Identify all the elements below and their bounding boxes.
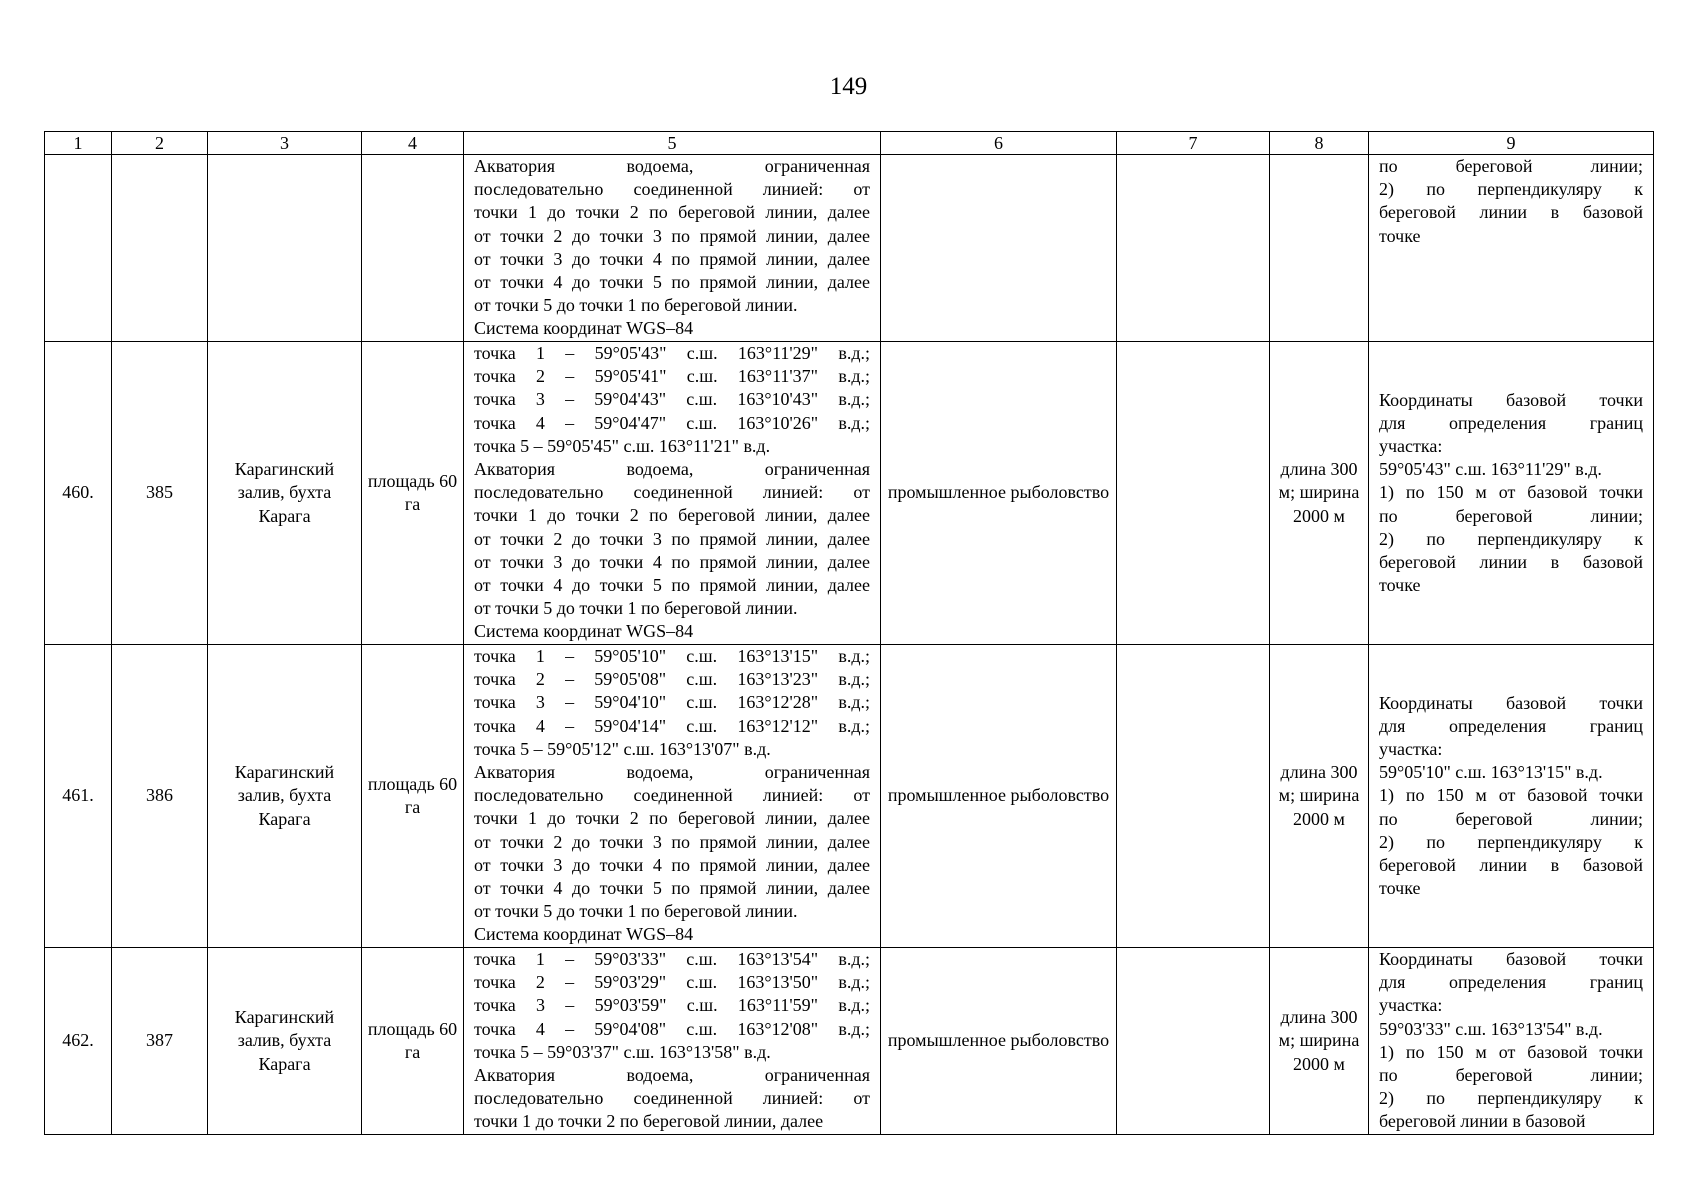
base-point-line: 2) по перпендикуляру к (1379, 1088, 1643, 1109)
boundary-line: точка 3 – 59°04'43" с.ш. 163°10'43" в.д.; (474, 389, 870, 410)
boundary-line: Акватория водоема, ограниченная (474, 459, 870, 480)
base-point-line: точке (1379, 878, 1421, 899)
header-cell: 8 (1270, 132, 1369, 155)
base-point-line: 59°03'33" с.ш. 163°13'54" в.д. (1379, 1018, 1603, 1039)
header-cell: 1 (45, 132, 112, 155)
area-cell: площадь 60 га (362, 342, 464, 645)
boundary-line: точка 1 – 59°05'43" с.ш. 163°11'29" в.д.; (474, 343, 870, 363)
site-number-cell (112, 155, 208, 342)
boundary-line: точка 1 – 59°05'10" с.ш. 163°13'15" в.д.; (474, 646, 870, 666)
boundary-line: точка 4 – 59°04'47" с.ш. 163°10'26" в.д.; (474, 412, 870, 433)
base-point-line: 1) по 150 м от базовой точки (1379, 1041, 1643, 1062)
boundary-line: последовательно соединенной линией: от (474, 1088, 870, 1109)
row-number-cell: 461. (45, 645, 112, 948)
boundary-line: точка 2 – 59°03'29" с.ш. 163°13'50" в.д.; (474, 972, 870, 993)
base-point-line: береговой линии в базовой (1379, 202, 1643, 223)
base-point-line: для определения границ (1379, 715, 1643, 736)
boundary-line: от точки 2 до точки 3 по прямой линии, далее (474, 831, 870, 852)
empty-cell (1117, 948, 1270, 1135)
boundary-line: от точки 5 до точки 1 по береговой линии. (474, 295, 798, 316)
site-number-cell: 385 (112, 342, 208, 645)
table-row (45, 645, 1654, 948)
base-point-line: береговой линии в базовой (1379, 855, 1643, 875)
purpose-cell: промышленное рыболовство (881, 948, 1117, 1135)
base-point-line: 59°05'10" с.ш. 163°13'15" в.д. (1379, 762, 1603, 783)
row-number-cell (45, 155, 112, 342)
boundary-line: от точки 3 до точки 4 по прямой линии, далее (474, 248, 870, 269)
boundary-line: последовательно соединенной линией: от (474, 785, 870, 806)
header-cell: 5 (464, 132, 881, 155)
base-point-line: Координаты базовой точки (1379, 692, 1643, 713)
boundary-line: точка 3 – 59°03'59" с.ш. 163°11'59" в.д.; (474, 995, 870, 1016)
dimensions-cell: длина 300 м; ширина 2000 м (1270, 948, 1369, 1135)
boundary-line: точка 4 – 59°04'08" с.ш. 163°12'08" в.д.; (474, 1018, 870, 1039)
empty-cell (1117, 645, 1270, 948)
header-cell: 7 (1117, 132, 1270, 155)
header-cell: 6 (881, 132, 1117, 155)
boundary-line: точки 1 до точки 2 по береговой линии, далее (474, 202, 870, 223)
base-point-line: 2) по перпендикуляру к (1379, 831, 1643, 852)
header-cell: 9 (1369, 132, 1654, 155)
base-point-cell (1369, 342, 1654, 645)
boundary-line: Акватория водоема, ограниченная (474, 156, 870, 176)
boundary-line: точки 1 до точки 2 по береговой линии, далее (474, 505, 870, 526)
base-point-line: 59°05'43" с.ш. 163°11'29" в.д. (1379, 459, 1602, 480)
boundary-line: точка 1 – 59°03'33" с.ш. 163°13'54" в.д.; (474, 949, 870, 969)
dimensions-cell: длина 300 м; ширина 2000 м (1270, 645, 1369, 948)
boundary-line: Система координат WGS–84 (474, 621, 694, 642)
table-row (45, 948, 1654, 1135)
boundary-line: от точки 4 до точки 5 по прямой линии, далее (474, 878, 870, 899)
header-row (45, 132, 1654, 155)
boundary-description-cell (464, 155, 881, 342)
base-point-line: Координаты базовой точки (1379, 389, 1643, 410)
boundary-description-cell (464, 645, 881, 948)
base-point-cell (1369, 948, 1654, 1135)
boundary-line: точка 5 – 59°05'12" с.ш. 163°13'07" в.д. (474, 738, 771, 759)
location-cell (208, 155, 362, 342)
boundary-line: точка 3 – 59°04'10" с.ш. 163°12'28" в.д.; (474, 692, 870, 713)
base-point-line: по береговой линии; (1379, 156, 1643, 176)
area-cell: площадь 60 га (362, 645, 464, 948)
boundary-line: точка 2 – 59°05'08" с.ш. 163°13'23" в.д.; (474, 669, 870, 690)
boundary-line: точка 5 – 59°05'45" с.ш. 163°11'21" в.д. (474, 435, 771, 456)
boundary-line: от точки 3 до точки 4 по прямой линии, далее (474, 854, 870, 875)
table-row (45, 155, 1654, 342)
base-point-line: точке (1379, 225, 1421, 246)
base-point-line: Координаты базовой точки (1379, 949, 1643, 969)
boundary-description-cell (464, 948, 881, 1135)
base-point-line: по береговой линии; (1379, 808, 1643, 829)
boundary-line: точки 1 до точки 2 по береговой линии, далее (474, 1111, 824, 1132)
header-cell: 4 (362, 132, 464, 155)
dimensions-cell (1270, 155, 1369, 342)
boundary-line: точка 2 – 59°05'41" с.ш. 163°11'37" в.д.; (474, 366, 870, 387)
base-point-cell (1369, 645, 1654, 948)
location-cell: Карагинский залив, бухта Карага (208, 948, 362, 1135)
boundary-line: точка 5 – 59°03'37" с.ш. 163°13'58" в.д. (474, 1041, 771, 1062)
boundary-line: от точки 5 до точки 1 по береговой линии. (474, 598, 798, 619)
boundary-line: от точки 4 до точки 5 по прямой линии, далее (474, 575, 870, 596)
registry-table (44, 131, 1654, 1135)
boundary-line: Система координат WGS–84 (474, 924, 694, 945)
area-cell: площадь 60 га (362, 948, 464, 1135)
boundary-line: Акватория водоема, ограниченная (474, 762, 870, 783)
dimensions-cell: длина 300 м; ширина 2000 м (1270, 342, 1369, 645)
boundary-line: точки 1 до точки 2 по береговой линии, далее (474, 808, 870, 829)
boundary-line: точка 4 – 59°04'14" с.ш. 163°12'12" в.д.; (474, 715, 870, 736)
boundary-line: от точки 4 до точки 5 по прямой линии, далее (474, 272, 870, 293)
table-row (45, 342, 1654, 645)
base-point-line: береговой линии в базовой (1379, 552, 1643, 572)
base-point-line: участка: (1379, 995, 1443, 1016)
empty-cell (1117, 155, 1270, 342)
header-cell: 2 (112, 132, 208, 155)
base-point-line: береговой линии в базовой (1379, 1111, 1586, 1132)
page-number: 149 (829, 73, 868, 100)
purpose-cell (881, 155, 1117, 342)
base-point-line: для определения границ (1379, 972, 1643, 993)
header-cell: 3 (208, 132, 362, 155)
base-point-line: для определения границ (1379, 412, 1643, 433)
row-number-cell: 462. (45, 948, 112, 1135)
location-cell: Карагинский залив, бухта Карага (208, 645, 362, 948)
boundary-line: от точки 3 до точки 4 по прямой линии, далее (474, 551, 870, 572)
base-point-line: 2) по перпендикуляру к (1379, 179, 1643, 200)
base-point-line: точке (1379, 575, 1421, 596)
purpose-cell: промышленное рыболовство (881, 342, 1117, 645)
boundary-line: от точки 2 до точки 3 по прямой линии, далее (474, 225, 870, 246)
boundary-description-cell (464, 342, 881, 645)
empty-cell (1117, 342, 1270, 645)
boundary-line: Акватория водоема, ограниченная (474, 1065, 870, 1086)
row-number-cell: 460. (45, 342, 112, 645)
base-point-line: по береговой линии; (1379, 1065, 1643, 1086)
site-number-cell: 387 (112, 948, 208, 1135)
location-cell: Карагинский залив, бухта Карага (208, 342, 362, 645)
boundary-line: последовательно соединенной линией: от (474, 179, 870, 200)
boundary-line: от точки 2 до точки 3 по прямой линии, далее (474, 528, 870, 549)
base-point-cell (1369, 155, 1654, 342)
base-point-line: по береговой линии; (1379, 505, 1643, 526)
base-point-line: 1) по 150 м от базовой точки (1379, 482, 1643, 503)
base-point-line: участка: (1379, 435, 1443, 456)
base-point-line: 1) по 150 м от базовой точки (1379, 785, 1643, 806)
base-point-line: 2) по перпендикуляру к (1379, 528, 1643, 549)
base-point-line: участка: (1379, 738, 1443, 759)
site-number-cell: 386 (112, 645, 208, 948)
boundary-line: последовательно соединенной линией: от (474, 482, 870, 503)
boundary-line: Система координат WGS–84 (474, 318, 694, 339)
purpose-cell: промышленное рыболовство (881, 645, 1117, 948)
boundary-line: от точки 5 до точки 1 по береговой линии. (474, 901, 798, 922)
area-cell (362, 155, 464, 342)
